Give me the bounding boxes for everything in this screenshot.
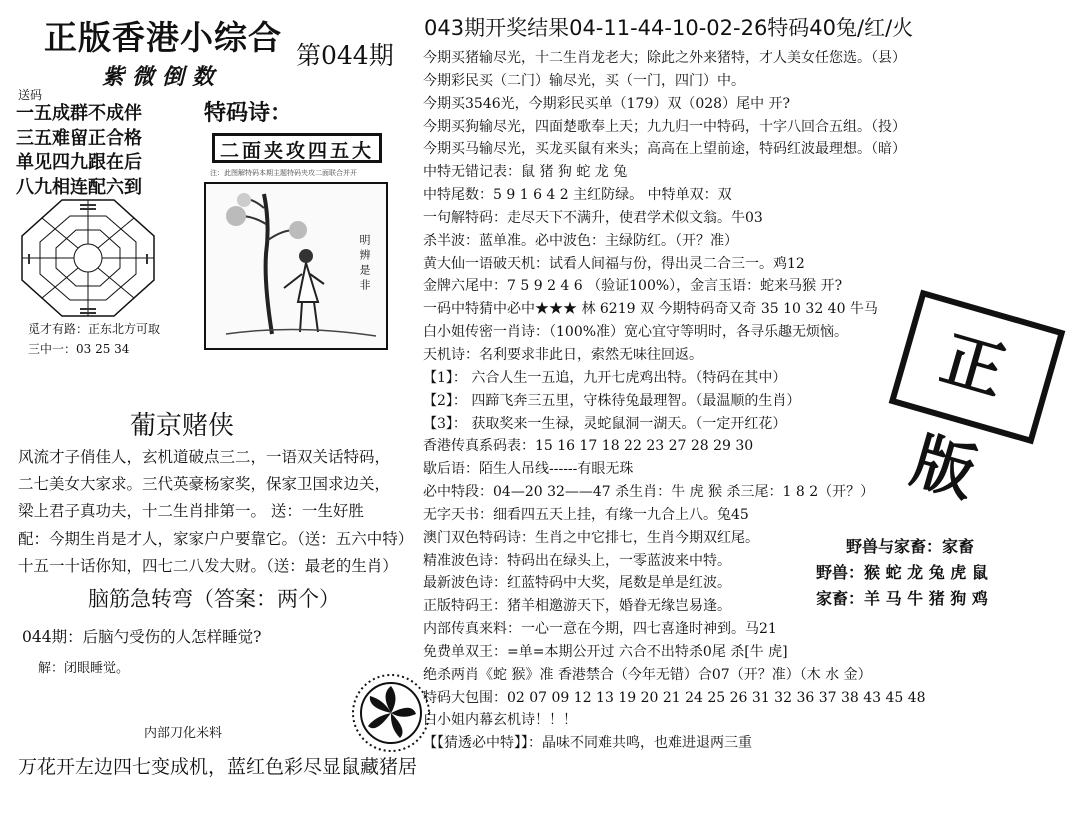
prediction-line: 免费单双王：=单=本期公开过 六合不出特杀0尾 杀[牛 虎]	[423, 643, 788, 660]
page-title: 正版香港小综合	[44, 18, 282, 57]
story-line: 梁上君子真功夫，十二生肖排第一。 送：一生好胜	[18, 502, 364, 521]
animals-title: 野兽与家畜：家畜	[846, 537, 975, 556]
tip-line: 八九相连配六到	[16, 176, 142, 198]
prediction-line: 今期买3546光，今期彩民买单（179）双（028）尾中 开?	[423, 95, 791, 112]
prediction-line: 绝杀两肖《蛇 猴》准 香港禁合（今年无错）合07（开？准）（木 水 金）	[423, 666, 872, 683]
prediction-line: 一码中特猜中必中★★★ 林 6219 双 今期特码奇又奇 35 10 32 40 牛马	[423, 301, 878, 318]
prediction-line: 一句解特码：走尽天下不满升，使君学术似文翁。牛03	[423, 209, 763, 226]
story-line: 十五一十话你知，四七二八发大财。（送：最老的生肖）	[18, 556, 398, 575]
tip-line: 三五难留正合格	[16, 127, 142, 149]
prediction-line: 必中特段：04—20 32——47 杀生肖：牛 虎 猴 杀三尾：1 8 2（开？）	[423, 484, 875, 501]
tip-line: 一五成群不成伴	[16, 103, 142, 124]
prediction-line: 精准波色诗：特码出在绿头上，一零蓝波来中特。	[423, 552, 731, 569]
bagua-diagram	[20, 198, 156, 318]
draw-result-headline: 043期开奖结果04-11-44-10-02-26特码40兔/红/火	[424, 16, 914, 40]
prediction-line: 天机诗：名利要求非此日，索然无味往回返。	[423, 346, 703, 363]
story-title: 葡京赌侠	[130, 411, 235, 441]
inner-label: 内部刀化米料	[144, 726, 223, 741]
subtitle: 紫微倒数	[102, 64, 223, 90]
story-line: 配：今期生肖是才人，家家户户要靠它。（送：五六中特）	[18, 529, 414, 548]
prediction-line: 最新波色诗：红蓝特码中大奖，尾数是单是红波。	[423, 575, 731, 592]
prediction-line: 【2】： 四蹄飞奔三五里，守株待兔最理智。（最温顺的生肖）	[423, 392, 801, 409]
prediction-line: 白小姐内幕玄机诗！！！	[423, 712, 577, 729]
prediction-line: 【【猜透必中特】】：晶味不同难共鸣，也难进退两三重	[423, 735, 752, 752]
story-line: 风流才子俏佳人，玄机道破点三二，一语双关话特码，	[18, 448, 391, 466]
tips-block	[16, 102, 142, 200]
story-paragraph	[18, 444, 414, 580]
prediction-line: 正版特码王：猪羊相邀游天下，婚眷无缘岂易逢。	[423, 598, 731, 615]
animals-domestic: 家畜：羊 马 牛 猪 狗 鸡	[816, 589, 988, 608]
brain-teaser-answer: 解：闭眼睡觉。	[38, 661, 130, 676]
prediction-line: 金牌六尾中：7 5 9 2 4 6 （验证100%），金言玉语：蛇来马猴 开?	[423, 278, 843, 295]
three-numbers: 三中一：03 25 34	[28, 342, 130, 356]
find-direction: 觅才有路：正东北方可取	[28, 322, 161, 336]
poem-note: 注：此图解特码本期主题特码夹攻二面联合并开	[210, 169, 357, 177]
bauhinia-emblem-icon	[350, 672, 432, 754]
animals-wild: 野兽：猴 蛇 龙 兔 虎 鼠	[816, 563, 988, 582]
bagua-octagon-icon	[20, 198, 156, 318]
brain-teaser-title: 脑筋急转弯（答案：两个）	[88, 587, 340, 611]
prediction-line: 【1】： 六合人生一五追，九开七虎鸡出特。（特码在其中）	[423, 369, 787, 386]
prediction-line: 特码大包围：02 07 09 12 13 19 20 21 24 25 26 31 32 36 37 38 43 45 48	[423, 689, 926, 706]
tip-line: 单见四九跟在后	[16, 152, 142, 173]
brain-teaser-question: 044期：后脑勺受伤的人怎样睡觉?	[22, 628, 262, 646]
tips-label: 送码	[18, 88, 43, 102]
prediction-line: 【3】： 获取奖来一生禄，灵蛇鼠洞一湖天。（一定开红花）	[423, 415, 787, 432]
prediction-line: 今期买马输尽光，买龙买鼠有来头；高高在上望前途，特码红波最理想。（暗）	[423, 141, 906, 158]
animals-box	[816, 534, 988, 612]
ink-painting	[204, 182, 388, 350]
prediction-line: 内部传真来料：一心一意在今期，四七喜逢时神到。马21	[423, 621, 777, 638]
prediction-line: 澳门双色特码诗：生肖之中它排七，生肖今期双红尾。	[423, 529, 759, 546]
prediction-line: 无字天书：细看四五天上挂，有缘一九合上八。兔45	[423, 506, 749, 523]
prediction-line: 黄大仙一语破天机：试看人间福与份，得出灵二合三一。鸡12	[423, 255, 805, 272]
authentic-stamp: 正版	[889, 290, 1066, 445]
prediction-line: 歇后语：陌生人吊线------有眼无珠	[423, 461, 634, 478]
bottom-line: 万花开左边四七变成机，蓝红色彩尽显鼠藏猪居	[18, 756, 418, 778]
prediction-line: 杀半波：蓝单准。必中波色：主绿防红。（开？准）	[423, 232, 738, 249]
painting-caption: 明辨是非	[358, 234, 371, 294]
prediction-line: 今期买狗输尽光，四面楚歌奉上天；九九归一中特码，十字八回合五组。（投）	[423, 118, 906, 135]
issue-number: 第044期	[296, 41, 394, 70]
prediction-line: 香港传真系码表：15 16 17 18 22 23 27 28 29 30	[423, 438, 754, 455]
prediction-line: 中特尾数：5 9 1 6 4 2 主红防绿。 中特单双：双	[423, 187, 732, 204]
poem-label: 特码诗：	[204, 101, 293, 126]
poem-box: 二面夹攻四五大	[212, 133, 382, 163]
prediction-line: 白小姐传密一肖诗：（100%准）宽心宜守等明时，各寻乐趣无烦恼。	[423, 324, 849, 341]
prediction-line: 今期买猪输尽光，十二生肖龙老大；除此之外来猪特，才人美女任您选。（县）	[423, 50, 906, 66]
story-line: 二七美女大家求。三代英豪杨家奖，保家卫国求边关，	[18, 475, 391, 494]
prediction-line: 中特无错记表：鼠 猪 狗 蛇 龙 兔	[423, 164, 628, 181]
prediction-line: 今期彩民买（二门）输尽光，买（一门，四门）中。	[423, 72, 745, 89]
